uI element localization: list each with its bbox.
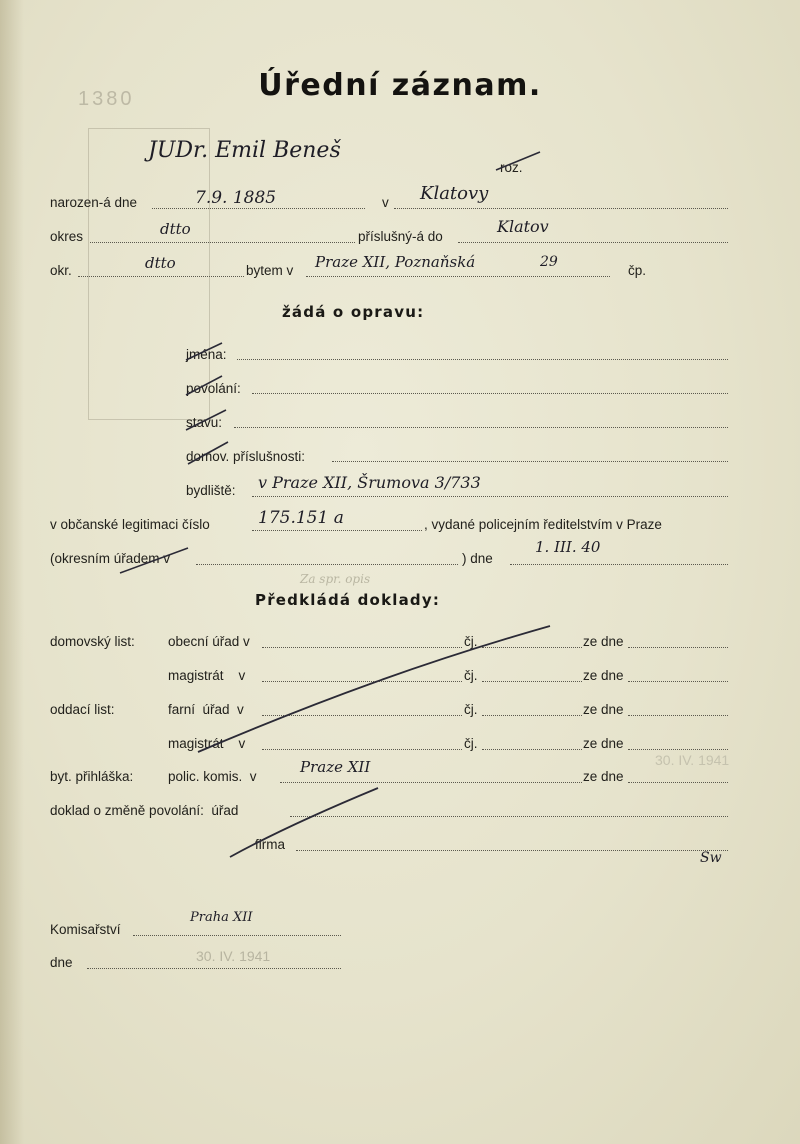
residing-value: Praze XII, Poznaňská xyxy=(315,253,476,271)
doc-row-2-cj: čj. xyxy=(464,668,478,683)
doc-row-4-date-label: ze dne xyxy=(583,736,624,751)
faded-right-stamp: 30. IV. 1941 xyxy=(655,752,730,768)
doc-row-1-left: domovský list: xyxy=(50,634,135,649)
issued-text: , vydané policejním ředitelstvím v Praze xyxy=(424,517,662,532)
born-label: narozen-á dne xyxy=(50,195,138,210)
doc-row-5-date-label: ze dne xyxy=(583,769,624,784)
doc-row-3-left: oddací list: xyxy=(50,702,115,717)
belonging-label: příslušný-á do xyxy=(358,229,443,244)
okresnim-strike xyxy=(120,548,188,573)
correction-field-name-label: jména: xyxy=(186,347,227,362)
documents-heading: Předkládá doklady: xyxy=(255,591,441,609)
doc-row-1-date-label: ze dne xyxy=(583,634,624,649)
legit-date-label: ) dne xyxy=(462,551,493,566)
belonging-value: Klatov xyxy=(497,217,549,236)
doc-row-2-date-label: ze dne xyxy=(583,668,624,683)
roz-strike xyxy=(496,152,540,170)
doc-row-5-value: Praze XII xyxy=(300,758,371,776)
name-value: JUDr. Emil Beneš xyxy=(148,138,341,163)
page-title: Úřední záznam. xyxy=(258,68,542,103)
correction-field-domicile-label: domov. příslušnosti: xyxy=(186,449,306,464)
okr-label: okr. xyxy=(50,263,72,278)
residing-label: bytem v xyxy=(246,263,294,278)
legit-text: v občanské legitimaci číslo xyxy=(50,517,210,532)
doc-row-4-cj: čj. xyxy=(464,736,478,751)
correction-field-occupation-label: povolání: xyxy=(186,381,241,396)
commissariat-label: Komisařství xyxy=(50,922,121,937)
doc-row-3-date-label: ze dne xyxy=(583,702,624,717)
firm-label: firma xyxy=(255,837,285,852)
change-label: doklad o změně povolání: úřad xyxy=(50,803,239,818)
doc-row-3-office: farní úřad v xyxy=(168,702,244,717)
district-value: dtto xyxy=(160,220,191,238)
okr-value: dtto xyxy=(145,254,176,272)
doc-row-3-cj: čj. xyxy=(464,702,478,717)
born-date: 7.9. 1885 xyxy=(195,188,277,208)
residence-value: v Praze XII, Šrumova 3/733 xyxy=(258,473,481,492)
in-label: v xyxy=(382,195,389,210)
born-place: Klatovy xyxy=(420,183,489,204)
jmena-strike xyxy=(186,343,222,360)
povolani-strike xyxy=(186,376,222,395)
commissariat-value: Praha XII xyxy=(190,910,253,925)
footer-date-label: dne xyxy=(50,955,73,970)
faded-stamp-number: 1380 xyxy=(78,88,135,110)
doc-row-5-left: byt. přihláška: xyxy=(50,769,134,784)
district-label: okres xyxy=(50,229,84,244)
faded-middle-note: Za spr. opis xyxy=(300,572,371,586)
stavu-strike xyxy=(186,410,226,430)
footer-faded-date: 30. IV. 1941 xyxy=(196,948,271,964)
legit-number: 175.151 a xyxy=(258,508,344,528)
correction-heading: žádá o opravu: xyxy=(282,303,425,321)
initials: Sw xyxy=(700,850,722,866)
doc-row-1-cj: čj. xyxy=(464,634,478,649)
correction-field-status-label: stavu: xyxy=(186,415,223,430)
doc-row-4-office: magistrát v xyxy=(168,736,246,751)
doc-row-2-office: magistrát v xyxy=(168,668,246,683)
residence-label: bydliště: xyxy=(186,483,236,498)
district-office-text: (okresním úřadem v xyxy=(50,551,171,566)
house-number: 29 xyxy=(540,254,558,270)
documents-diagonal-strike xyxy=(198,626,550,752)
change-diagonal-strike xyxy=(230,788,378,857)
domov-strike xyxy=(188,442,228,464)
doc-row-5-office: polic. komis. v xyxy=(168,769,257,784)
roz-label: roz. xyxy=(500,160,523,175)
legit-date: 1. III. 40 xyxy=(535,538,601,556)
doc-row-1-office: obecní úřad v xyxy=(168,634,250,649)
cp-label: čp. xyxy=(628,263,647,278)
